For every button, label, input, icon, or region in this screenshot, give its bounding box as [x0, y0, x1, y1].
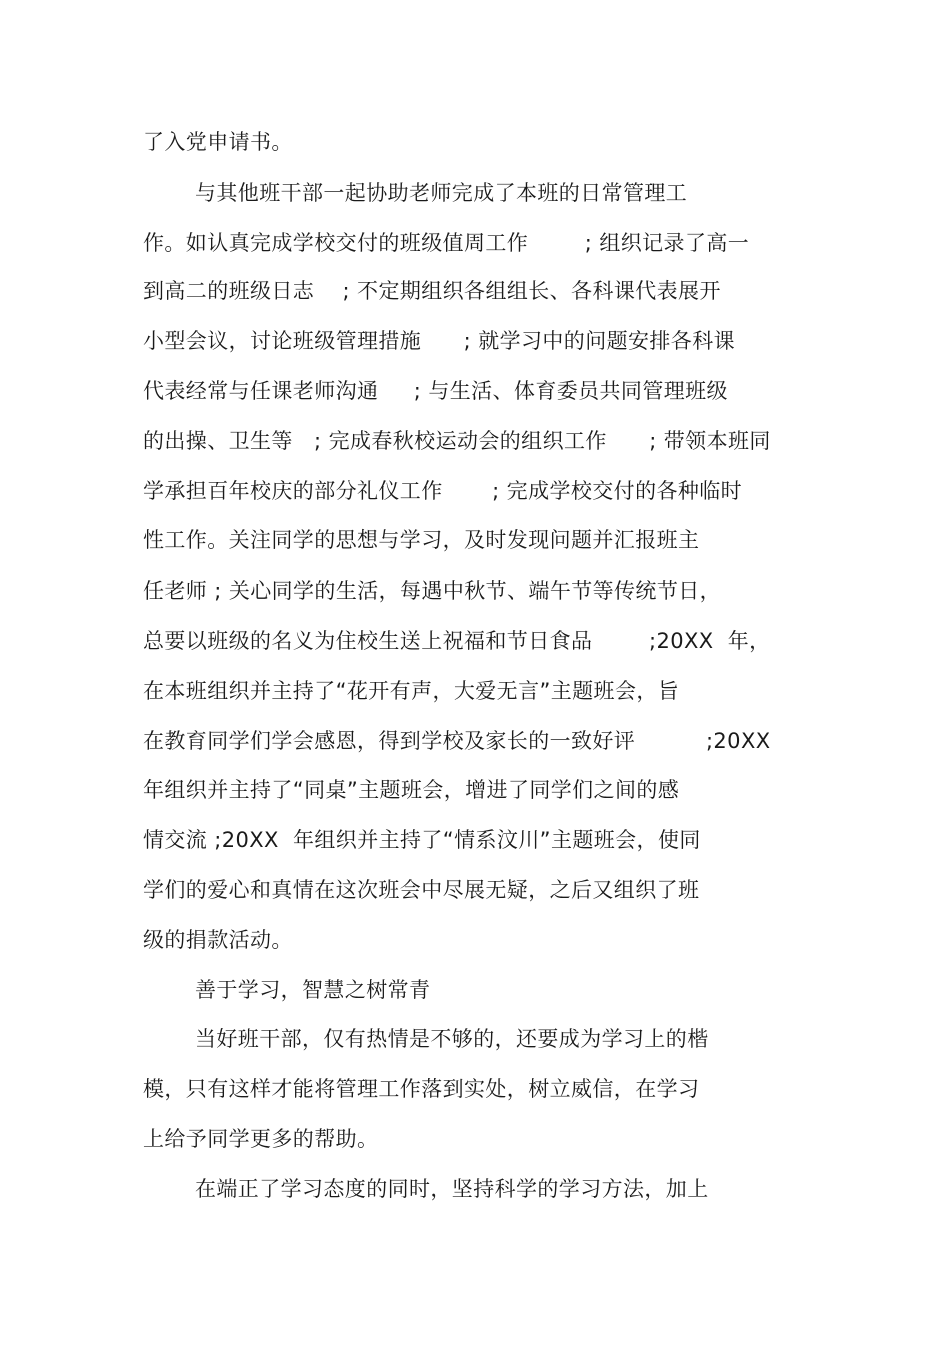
- text-line-13: 在教育同学们学会感恩，得到学校及家长的一致好评 ;20XX: [143, 729, 771, 753]
- text-line-2: 与其他班干部一起协助老师完成了本班的日常管理工: [195, 181, 688, 205]
- text-line-19: 当好班干部，仅有热情是不够的，还要成为学习上的楷: [195, 1027, 709, 1051]
- text-line-5: 小型会议，讨论班级管理措施 ; 就学习中的问题安排各科课: [143, 329, 735, 353]
- text-line-17: 级的捐款活动。: [143, 928, 293, 952]
- text-line-15: 情交流 ;20XX 年组织并主持了“情系汶川”主题班会，使同: [143, 828, 701, 852]
- text-line-6: 代表经常与任课老师沟通 ; 与生活、体育委员共同管理班级: [143, 379, 728, 403]
- text-line-3: 作。如认真完成学校交付的班级值周工作 ; 组织记录了高一: [143, 231, 750, 255]
- text-line-22: 在端正了学习态度的同时，坚持科学的学习方法，加上: [195, 1177, 709, 1201]
- text-line-21: 上给予同学更多的帮助。: [143, 1127, 379, 1151]
- text-line-11: 总要以班级的名义为住校生送上祝福和节日食品 ;20XX 年，: [143, 629, 771, 653]
- text-line-12: 在本班组织并主持了“花开有声，大爱无言”主题班会，旨: [143, 679, 680, 703]
- section-heading: 善于学习，智慧之树常青: [195, 978, 431, 1002]
- text-line-4: 到高二的班级日志 ; 不定期组织各组组长、各科课代表展开: [143, 279, 721, 303]
- text-line-16: 学们的爱心和真情在这次班会中尽展无疑，之后又组织了班: [143, 878, 700, 902]
- text-line-8: 学承担百年校庆的部分礼仪工作 ; 完成学校交付的各种临时: [143, 479, 743, 503]
- text-line-9: 性工作。关注同学的思想与学习，及时发现问题并汇报班主: [143, 528, 700, 552]
- text-line-7: 的出操、卫生等 ; 完成春秋校运动会的组织工作 ; 带领本班同: [143, 429, 771, 453]
- text-line-10: 任老师 ; 关心同学的生活，每遇中秋节、端午节等传统节日，: [143, 579, 722, 603]
- text-line-20: 模，只有这样才能将管理工作落到实处，树立威信，在学习: [143, 1077, 700, 1101]
- text-line-14: 年组织并主持了“同桌”主题班会，增进了同学们之间的感: [143, 778, 680, 802]
- text-line-1: 了入党申请书。: [143, 130, 293, 154]
